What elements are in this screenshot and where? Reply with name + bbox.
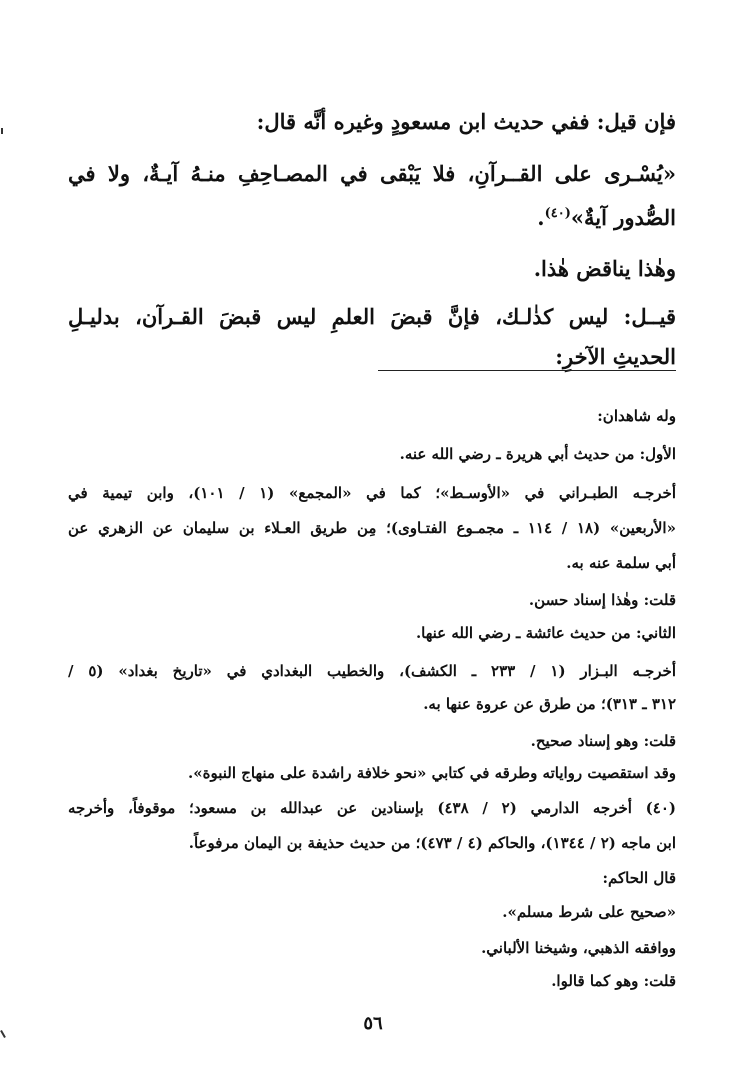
main-text-line-4: وهٰذا يناقض هٰذا. — [533, 256, 676, 281]
footnote-line-6: قلت: وهٰذا إسناد حسن. — [528, 591, 676, 609]
footnote-line-3: أخرجـه الطبـراني في «الأوسـط»؛ كما في «المجمع» (١ / ١٠١)، وابن تيمية في — [68, 484, 676, 502]
footnote-line-5: أبي سلمة عنه به. — [566, 554, 676, 572]
footnote-line-2 — [400, 443, 676, 465]
second-witness-label: الثاني: — [635, 624, 676, 642]
footnote-line-11: وقد استقصيت رواياته وطرقه في كتابي «نحو خلافة راشدة على منهاج النبوة». — [188, 764, 676, 782]
footnote-line-8: أخرجـه البـزار (١ / ٢٣٣ ـ الكشف)، والخطيب البغدادي في «تاريخ بغداد» (٥ / — [68, 662, 676, 680]
page-number: ٥٦ — [363, 1013, 383, 1034]
first-witness-text: من حديث أبي هريرة ـ رضي الله عنه. — [399, 445, 635, 463]
second-witness-text: من حديث عائشة ـ رضي الله عنها. — [415, 624, 631, 642]
footnote-line-10: قلت: وهو إسناد صحيح. — [530, 732, 676, 750]
main-text-line-6: الحديثِ الآخرِ: — [555, 344, 676, 369]
footnote-line-17: قلت: وهو كما قالوا. — [551, 972, 676, 990]
footnote-separator — [378, 370, 676, 371]
footnote-line-16: ووافقه الذهبي، وشيخنا الألباني. — [481, 939, 676, 957]
scan-edge-mark-top — [1, 128, 3, 134]
first-witness-label: الأول: — [639, 445, 676, 463]
footnote-ref-40[interactable]: (٤٠) — [544, 206, 571, 221]
footnote-line-9: ٣١٢ ـ ٣١٣)؛ من طرق عن عروة عنها به. — [423, 695, 676, 713]
footnote-line-7 — [416, 622, 676, 644]
main-text-line-1: فإن قيل: ففي حديث ابن مسعودٍ وغيره أنَّه قال: — [256, 109, 676, 134]
main-text-line-3 — [537, 199, 676, 233]
main-text-line-5: قيــل: ليس كذٰلـك، فإنَّ قبضَ العلمِ ليس قبضَ القـرآن، بدليـلِ — [68, 304, 677, 329]
footnote-line-4: «الأربعين» (١٨ / ١١٤ ـ مجمـوع الفتـاوى)؛ مِن طريق العـلاء بن سليمان عن الزهري عن — [68, 519, 676, 537]
footnote-line-1: وله شاهدان: — [597, 407, 676, 425]
footnote-line-14: قال الحاكم: — [602, 869, 676, 887]
main-text-line-2: «يُسْـرى على القــرآنِ، فلا يَبْقى في المصـاحِفِ منـهُ آيـةٌ، ولا في — [68, 161, 676, 186]
footnote-line-12: (٤٠) أخرجه الدارمي (٢ / ٤٣٨) بإسنادين عن عبدالله بن مسعود؛ موقوفاً، وأخرجه — [68, 799, 676, 817]
footnote-line-15: «صحيح على شرط مسلم». — [502, 903, 676, 921]
quote-end: الصُّدور آيةٌ» — [570, 205, 676, 230]
line-end-period: . — [537, 205, 545, 230]
footnote-line-13: ابن ماجه (٢ / ١٣٤٤)، والحاكم (٤ / ٤٧٣)؛ من حديث حذيفة بن اليمان مرفوعاً. — [188, 834, 676, 852]
